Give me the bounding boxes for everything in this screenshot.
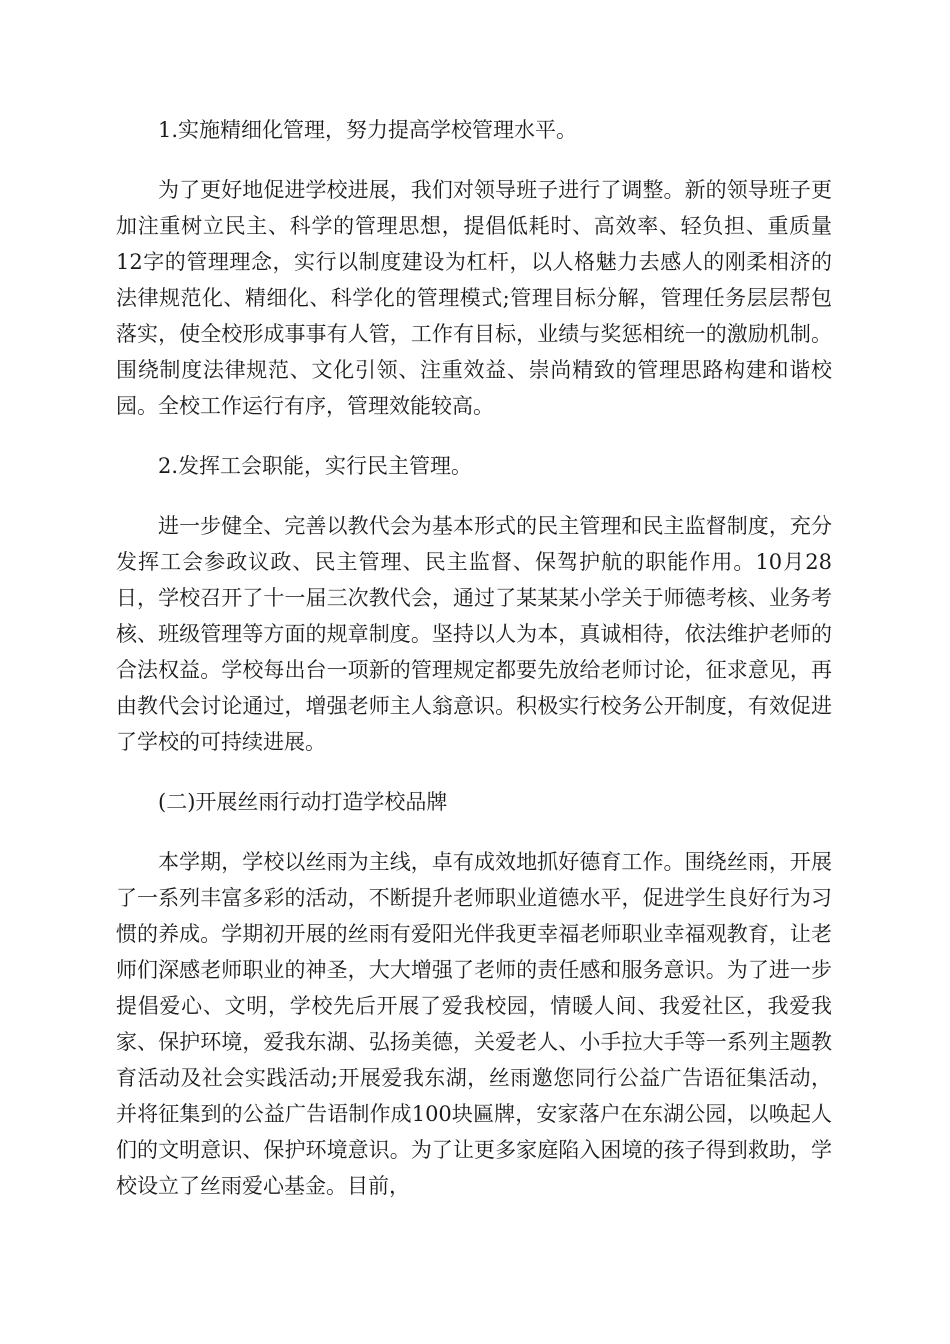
paragraph-leadership: 为了更好地促进学校进展，我们对领导班子进行了调整。新的领导班子更加注重树立民主、科学的管理思想，提倡低耗时、高效率、轻负担、重质量12字的管理理念，实行以制度建设为杠杆，以人格魅力去感人的刚柔相济的法律规范化、精细化、科学化的管理模式;管理目标分解，管理任务层层帮包落实，使全校形成事事有人管，工作有目标，业绩与奖惩相统一的激励机制。围绕制度法律规范、文化引领、注重效益、崇尚精致的管理思路构建和谐校园。全校工作运行有序，管理效能较高。 [116, 178, 832, 418]
paragraph-siyu-activities: 本学期，学校以丝雨为主线，卓有成效地抓好德育工作。围绕丝雨，开展了一系列丰富多彩的活动，不断提升老师职业道德水平，促进学生良好行为习惯的养成。学期初开展的丝雨有爱阳光伴我更幸福老师职业幸福观教育，让老师们深感老师职业的神圣，大大增强了老师的责任感和服务意识。为了进一步提倡爱心、文明，学校先后开展了爱我校园，情暖人间、我爱社区，我爱我家、保护环境，爱我东湖、弘扬美德，关爱老人、小手拉大手等一系列主题教育活动及社会实践活动;开展爱我东湖，丝雨邀您同行公益广告语征集活动，并将征集到的公益广告语制作成100块匾牌，安家落户在东湖公园，以唤起人们的文明意识、保护环境意识。为了让更多家庭陷入困境的孩子得到救助，学校设立了丝雨爱心基金。目前， [116, 850, 832, 1198]
section-heading-union: 2.发挥工会职能，实行民主管理。 [158, 454, 473, 478]
paragraph-democratic-management: 进一步健全、完善以教代会为基本形式的民主管理和民主监督制度，充分发挥工会参政议政、民主管理、民主监督、保驾护航的职能作用。10月28日，学校召开了十一届三次教代会，通过了某某某小学关于师德考核、业务考核、班级管理等方面的规章制度。坚持以人为本，真诚相待，依法维护老师的合法权益。学校每出台一项新的管理规定都要先放给老师讨论，征求意见，再由教代会讨论通过，增强老师主人翁意识。积极实行校务公开制度，有效促进了学校的可持续进展。 [116, 514, 832, 754]
section-heading-brand: (二)开展丝雨行动打造学校品牌 [158, 790, 448, 814]
section-heading-management: 1.实施精细化管理，努力提高学校管理水平。 [158, 118, 578, 142]
document-body [116, 112, 832, 1228]
